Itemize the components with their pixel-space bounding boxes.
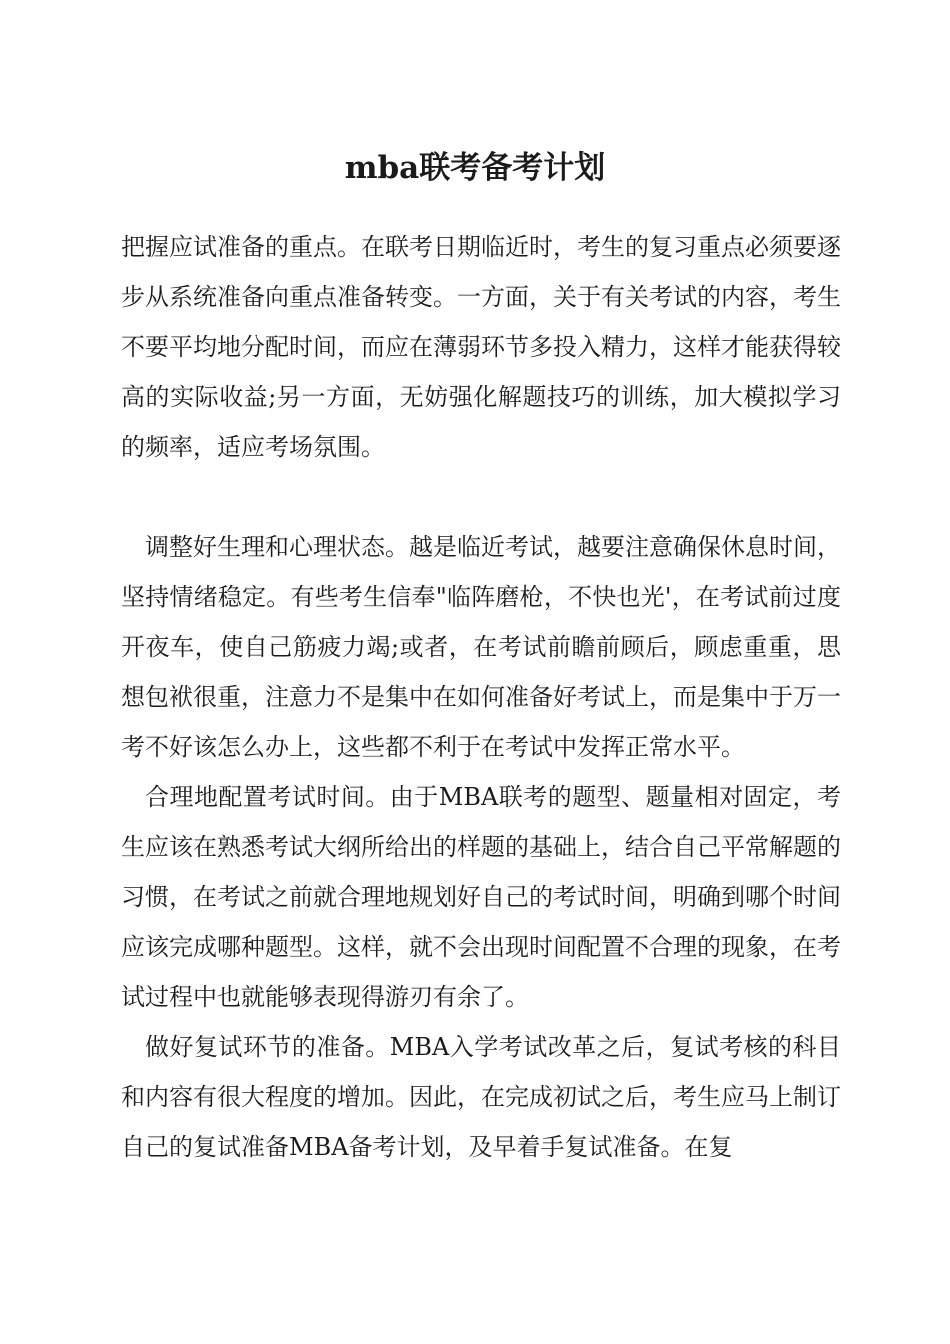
paragraph-retest-preparation: 做好复试环节的准备。MBA入学考试改革之后，复试考核的科目和内容有很大程度的增加。因此，在完成初试之后，考生应马上制订自己的复试准备MBA备考计划，及早着手复试准备。在复 (121, 1033, 841, 1161)
paragraph-spacer (121, 472, 841, 522)
page-title: mba联考备考计划 (344, 150, 606, 186)
paragraph-exam-time-allocation: 合理地配置考试时间。由于MBA联考的题型、题量相对固定，考生应该在熟悉考试大纲所给出的样题的基础上，结合自己平常解题的习惯，在考试之前就合理地规划好自己的考试时间，明确到哪个时间应该完成哪种题型。这样，就不会出现时间配置不合理的现象，在考试过程中也就能够表现得游刃有余了。 (121, 783, 841, 1011)
document-body (121, 222, 841, 1172)
paragraph-physical-mental-state: 调整好生理和心理状态。越是临近考试，越要注意确保休息时间，坚持情绪稳定。有些考生信奉"临阵磨枪，不快也光'，在考试前过度开夜车，使自己筋疲力竭;或者，在考试前瞻前顾后，顾虑重重，思想包袱很重，注意力不是集中在如何准备好考试上，而是集中于万一考不好该怎么办上，这些都不利于在考试中发挥正常水平。 (121, 533, 841, 761)
paragraph-exam-focus: 把握应试准备的重点。在联考日期临近时，考生的复习重点必须要逐步从系统准备向重点准备转变。一方面，关于有关考试的内容，考生不要平均地分配时间，而应在薄弱环节多投入精力，这样才能获得较高的实际收益;另一方面，无妨强化解题技巧的训练，加大模拟学习的频率，适应考场氛围。 (121, 233, 841, 461)
